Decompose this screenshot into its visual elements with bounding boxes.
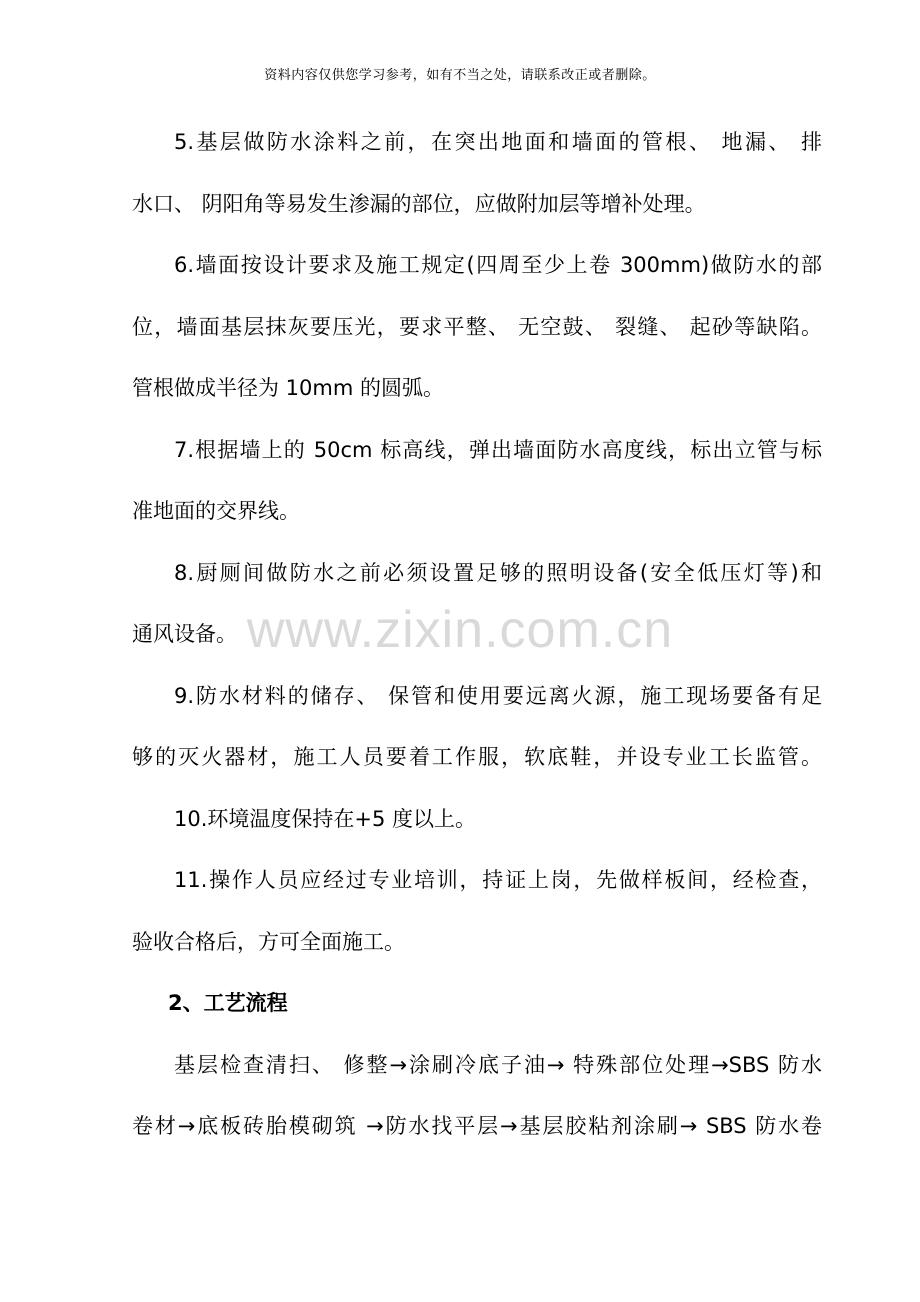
paragraph-line: 水口、 阴阳角等易发生渗漏的部位，应做附加层等增补处理。 [132,191,706,216]
flow-line: 卷材→底板砖胎模砌筑 →防水找平层→基层胶粘剂涂刷→ SBS 防水卷 [132,1114,822,1138]
paragraph-line: 验收合格后，方可全面施工。 [132,929,405,954]
section-heading: 2、工艺流程 [168,991,288,1015]
paragraph-line: 8.厨厕间做防水之前必须设置足够的照明设备(安全低压灯等)和 [174,560,822,585]
paragraph-line: 9.防水材料的储存、 保管和使用要远离火源，施工现场要备有足 [174,683,822,708]
paragraph-line: 11.操作人员应经过专业培训，持证上岗，先做样板间，经检查， [174,868,822,892]
paragraph-line: 准地面的交界线。 [132,499,300,523]
paragraph-line: 5.基层做防水涂料之前，在突出地面和墙面的管根、 地漏、 排 [174,130,822,154]
flow-line: 基层检查清扫、 修整→涂刷冷底子油→ 特殊部位处理→SBS 防水 [174,1052,822,1077]
paragraph-line: 6.墙面按设计要求及施工规定(四周至少上卷 300mm)做防水的部 [174,253,822,277]
paragraph-line: 7.根据墙上的 50cm 标高线，弹出墙面防水高度线，标出立管与标 [174,437,822,462]
paragraph-line: 位，墙面基层抹灰要压光，要求平整、 无空鼓、 裂缝、 起砂等缺陷。 [132,314,822,339]
paragraph-line: 管根做成半径为 10mm 的圆弧。 [132,376,444,400]
paragraph-line: 通风设备。 [132,622,237,646]
paragraph-line: 10.环境温度保持在+5 度以上。 [174,806,477,831]
page-header-note: 资料内容仅供您学习参考，如有不当之处，请联系改正或者删除。 [264,68,656,83]
document-body [132,118,822,1164]
watermark-text: www.zixin.com.cn [246,601,674,659]
paragraph-line: 够的灭火器材，施工人员要着工作服，软底鞋，并设专业工长监管。 [132,745,822,769]
